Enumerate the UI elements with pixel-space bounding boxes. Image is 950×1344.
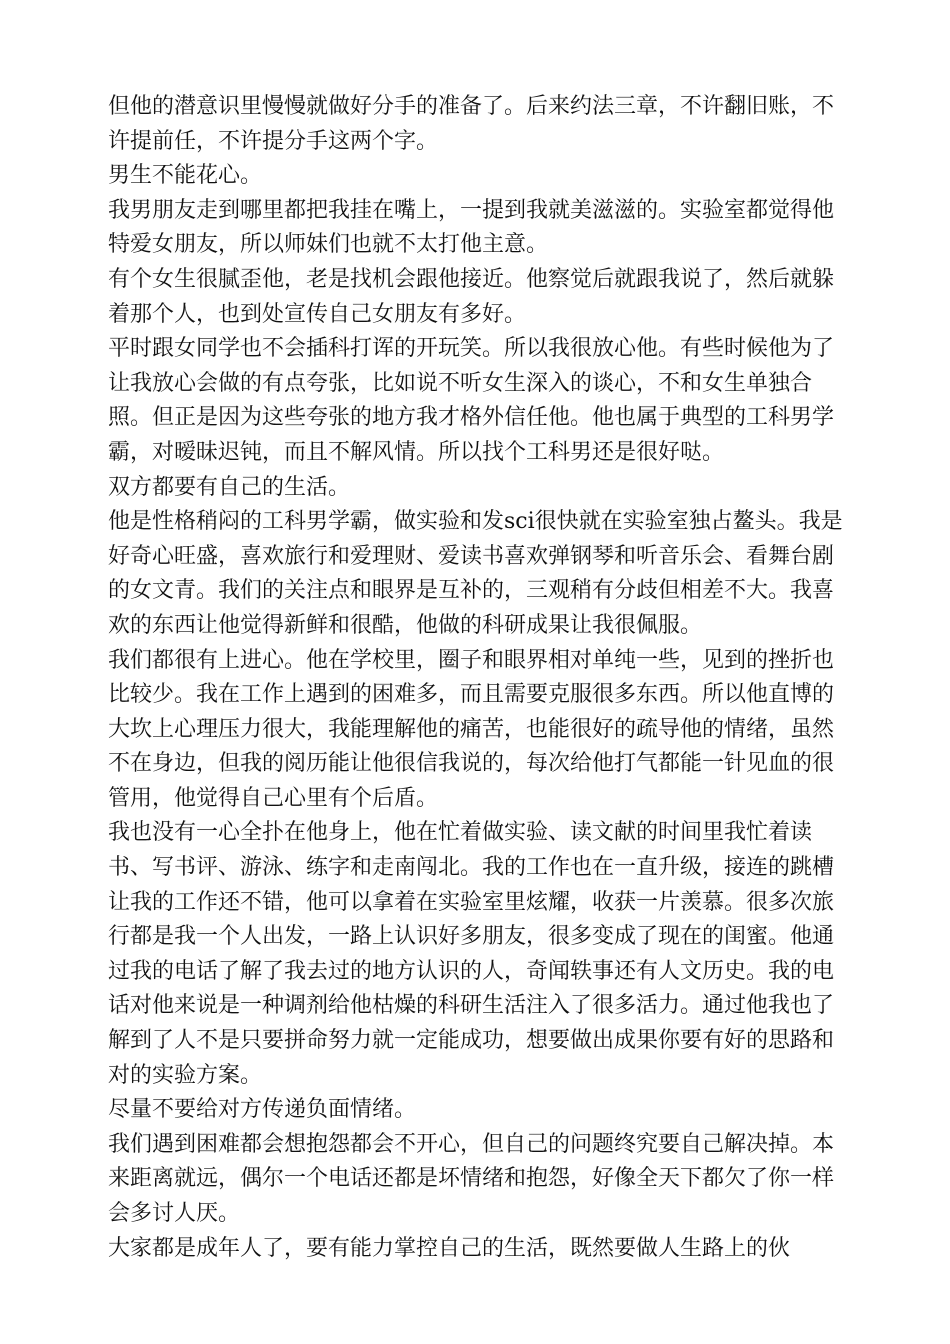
paragraph-1: 但他的潜意识里慢慢就做好分手的准备了。后来约法三章，不许翻旧账，不许提前任，不许提分手这两个字。: [108, 94, 835, 154]
paragraph-12: 大家都是成年人了，要有能力掌控自己的生活，既然要做人生路上的伙: [108, 1235, 791, 1261]
document-body: [108, 90, 850, 1266]
paragraph-10-heading: 尽量不要给对方传递负面情绪。: [108, 1097, 417, 1123]
paragraph-2-heading: 男生不能花心。: [108, 163, 263, 189]
paragraph-7: 他是性格稍闷的工科男学霸，做实验和发sci很快就在实验室独占鳌头。我是好奇心旺盛，喜欢旅行和爱理财、爱读书喜欢弹钢琴和听音乐会、看舞台剧的女文青。我们的关注点和眼界是互补的，三观稍有分歧但相差不大。我喜欢的东西让他觉得新鲜和很酷，他做的科研成果让我很佩服。: [108, 509, 843, 638]
paragraph-11: 我们遇到困难都会想抱怨都会不开心，但自己的问题终究要自己解决掉。本来距离就远，偶尔一个电话还都是坏情绪和抱怨，好像全天下都欠了你一样会多讨人厌。: [108, 1131, 835, 1226]
paragraph-4: 有个女生很腻歪他，老是找机会跟他接近。他察觉后就跟我说了，然后就躲着那个人，也到处宣传自己女朋友有多好。: [108, 266, 835, 327]
paragraph-5: 平时跟女同学也不会插科打诨的开玩笑。所以我很放心他。有些时候他为了让我放心会做的有点夸张，比如说不听女生深入的谈心，不和女生单独合照。但正是因为这些夸张的地方我才格外信任他。他也属于典型的工科男学霸，对暧昧迟钝，而且不解风情。所以找个工科男还是很好哒。: [108, 336, 835, 465]
paragraph-8: 我们都很有上进心。他在学校里，圈子和眼界相对单纯一些，见到的挫折也比较少。我在工作上遇到的困难多，而且需要克服很多东西。所以他直博的大坎上心理压力很大，我能理解他的痛苦，也能很好的疏导他的情绪，虽然不在身边，但我的阅历能让他很信我说的，每次给他打气都能一针见血的很管用，他觉得自己心里有个后盾。: [108, 647, 835, 811]
paragraph-6-heading: 双方都要有自己的生活。: [108, 474, 351, 500]
paragraph-9: 我也没有一心全扑在他身上，他在忙着做实验、读文献的时间里我忙着读书、写书评、游泳、练字和走南闯北。我的工作也在一直升级，接连的跳槽让我的工作还不错，他可以拿着在实验室里炫耀，收获一片羡慕。很多次旅行都是我一个人出发，一路上认识好多朋友，很多变成了现在的闺蜜。他通过我的电话了解了我去过的地方认识的人，奇闻轶事还有人文历史。我的电话对他来说是一种调剂给他枯燥的科研生活注入了很多活力。通过他我也了解到了人不是只要拼命努力就一定能成功，想要做出成果你要有好的思路和对的实验方案。: [108, 820, 835, 1088]
paragraph-3: 我男朋友走到哪里都把我挂在嘴上，一提到我就美滋滋的。实验室都觉得他特爱女朋友，所以师妹们也就不太打他主意。: [108, 197, 835, 258]
